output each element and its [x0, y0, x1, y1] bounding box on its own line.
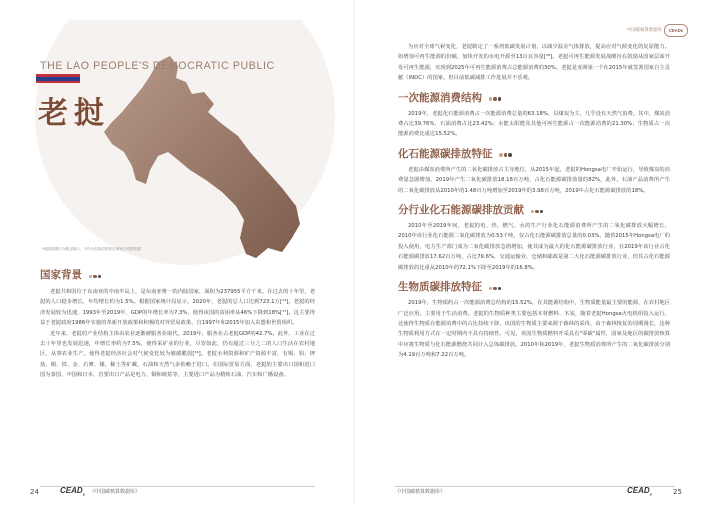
map-disclaimer: *地图数据仅为概念图示，不作为实际的国家区域划分依据依据 [42, 247, 141, 251]
section-paragraph: 2019年，生物质约占一次能源消费总结构的15.52%，在其能源结构中，生物质能量最主要的能源，在农村地区广泛应用。主要用于生活消费。老挝的生物质种类主要包括木材燃料、木炭，随着老挝Hongsa火电机组投入运行，这使得生物质在能源消费中的占比持续下降，该国的生物质主要来源于森林的采伐、由于森林恢复的周期漫长，这种生物质利用方式在一定时期内不具有持续性。可见，该国生物质燃料开采具有"零碳"属性，国家及地区的碳排放核算中应将生物质与化石能源燃烧共同计入总体碳排放。2010年和2019年，老挝生物质消费所产生的二氧化碳排放分别为4.19百万吨和7.22百万吨。 [398, 300, 670, 359]
right-page [355, 0, 710, 505]
title-dots-icon [489, 92, 503, 104]
page-number: 24 [30, 488, 39, 496]
section-title-text: 国家背景 [40, 269, 82, 281]
paragraph: 老挝共和国位于东南亚的中南半岛上，是东南亚唯一的内陆国家，面积为237955平方千米。在过去的十年里，老挝的人口稳步增长，年均增长约为1.5%。根据国家统计局显示，2020年，老挝的总人口达到723.1万[¹⁴]。老挝的经济发展较为迅速，1993年至2019年，GDP的年增长率为7.3%，使得该国的贫困率从46%下降到18%[¹⁷]。这主要得益于老挝政府1986年实施的革新开放政策和积极的对外贸易政策，自1997年和2015年加入东盟和世贸组织。 [40, 289, 315, 327]
brand-text: CEAD [627, 486, 650, 496]
footer-publication: 《中国碳核算数据库》 [395, 489, 446, 495]
right-body [398, 42, 670, 361]
brand-sub: s [649, 492, 652, 497]
section-title [398, 202, 670, 217]
flag-stripe-red-bottom [36, 81, 80, 84]
background-body [40, 287, 315, 381]
section-title [398, 90, 670, 105]
intro-paragraph: 为应对全球气候变化，老挝制定了一系列低碳发展计划，以减少温室气体排放，提高应对气候变化的复原能力。如增加可再生能源的份额、加快开发的水电开源至13百瓦容量[¹⁸]。老挝可再生能源发展战略旨在鼓励从国家层面开发可再生能源，实现到2025年可再生能源消费占总能源消费的30%。老挝是亚洲第一个在2015年就签署国家自主贡献（INDC）的国家，但目前低碳减排工作进展并不乐观。 [398, 44, 670, 82]
country-name-chinese: 老挝 [38, 96, 110, 131]
section-title-text: 分行业化石能源碳排放贡献 [398, 204, 524, 217]
section-title-text: 一次能源消费结构 [398, 91, 482, 104]
section-title-text: 化石能源碳排放特征 [398, 147, 493, 160]
header-logo: CEADs [664, 24, 688, 37]
section-paragraph: 2019年，老挝化石能源消费占一次能源消费总量的63.18%，以煤炭为主，几乎没有天然气消费。其中，煤炭消费占比39.76%，石油消费占比23.42%；水能太阳能及其他可再生能源占一次能源消费的21.30%；生物质占一次能源消费比重达15.52%。 [398, 110, 670, 138]
section-paragraph: 老挝由煤炭消费所产生的二氧化碳排放占主导地位，从2015年起，老挝的Hongsa电厂开始运行，导致煤炭的消费量急剧增加，2019年产生二氧化碳排放18.18百万吨，占化石能源碳排放量的82%，此外，石油产品消费所产生的二氧化碳排放从2010年的1.48百万吨增加至2019年的3.98百万吨，2019年占化石能源碳排放的18%。 [398, 166, 670, 194]
section-paragraph: 2010年至2019年间，老挝的电、热、燃气、水的生产行业化石能源消费所产生的二氧化碳排放大幅增长，2010年该行业化石能源二氧化碳排放为0.53千吨，仅占化石能源碳排放总量的0.03%，随着2015年Hongsa电厂的投入使用，电力生产部门成为二氧化碳排放急剧增加，使其成为最大的化石能源碳排放行业，在2019年该行业占化石能源碳排放17.62百万吨，占比79.6%，交通运输业、仓储和邮政是第二大化石能源碳排放行业，但其占化石能源碳排放的比重从2010年的72.1%下降至2019年的16.8%。 [398, 223, 670, 271]
brand-sub: s [82, 492, 85, 497]
title-dots-icon [531, 204, 545, 216]
title-dots-icon [489, 281, 503, 293]
country-name-english: THE LAO PEOPLE'S DEMOCRATIC PUBLIC [40, 60, 275, 72]
section-title-background [40, 267, 102, 282]
brand-text: CEAD [60, 486, 83, 496]
page-number: 25 [673, 488, 682, 496]
brand-logo [627, 486, 652, 497]
brand-logo [60, 486, 85, 497]
paragraph: 近年来，老挝的产业结构主体由农业逐渐被服务业取代。2019年，服务业占老挝GDP的42.7%。此外，工业在过去十年里也发展迅速，年增长率约为7.5%，使得采矿业的行业，尽管如此，仍有超过三分之二的人口生活在农村地区，从事农业生产。使得老挝经济社会对气候变化较为敏感脆弱[¹⁶]。老挝水利资源和矿产资源丰富，有锡、铅、钾盐、铜、铁、金、石膏、煤、稀土等矿藏，石油和天然气多依赖于进口。在国际贸易方面，老挝的主要出口国和进口国为泰国、中国和日本，首要出口产品是电力、铜和纸浆等，主要进口产品为精炼石油、汽车和广播设备。 [40, 330, 315, 379]
title-dots-icon [499, 148, 513, 160]
footer-publication: 《中国碳核算数据库》 [90, 489, 141, 495]
title-dots-icon [89, 269, 103, 281]
section-title-text: 生物质碳排放特征 [398, 281, 482, 294]
header-label: 中国碳核算数据库 [626, 28, 662, 33]
laos-flag-stripe [36, 74, 80, 83]
section-title [398, 279, 670, 294]
section-title [398, 146, 670, 161]
